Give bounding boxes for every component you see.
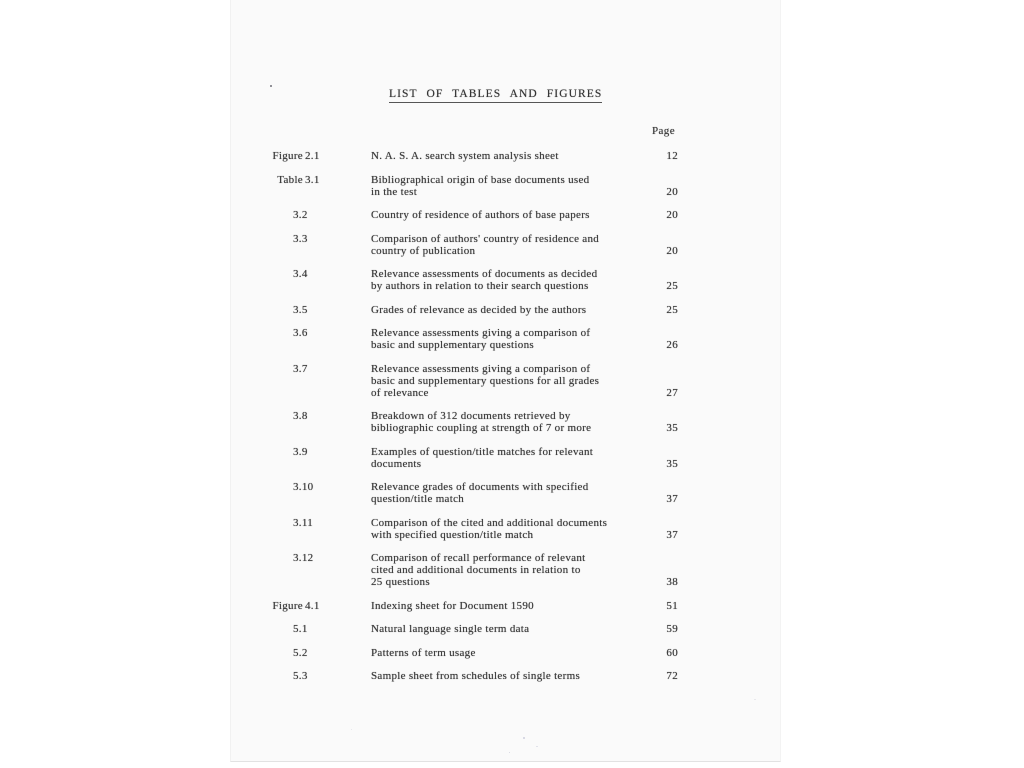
toc-entry-row [231,446,780,470]
entry-page-number: 37 [666,528,678,541]
entry-label [231,446,371,470]
entry-number: 3.2 [293,209,308,221]
entry-label [231,552,371,588]
entry-page-number: 20 [666,244,678,257]
toc-entry-row [231,363,780,399]
entry-description: Comparison of authors' country of residence and country of publication [371,232,600,257]
entry-label [231,517,371,541]
entry-description: Comparison of recall performance of relevant cited and additional documents in relation to 25 questions [371,552,586,588]
entry-page-number: 12 [666,150,678,162]
page-column-header: Page [652,125,675,137]
entry-label [231,363,371,399]
entry-label [231,600,371,612]
entry-page-number: 60 [666,646,678,659]
scan-speck [351,729,352,730]
table-of-contents [231,150,780,694]
entry-page-number: 20 [666,185,678,198]
entry-number: 3.12 [293,552,314,564]
entry-page-number: 37 [666,493,678,505]
entry-page-number: 27 [666,386,678,399]
entry-description: Breakdown of 312 documents retrieved by bibliographic coupling at strength of 7 or more [371,410,592,434]
entry-number: 3.4 [293,268,308,280]
toc-entry-row [231,481,780,505]
entry-number: 3.11 [293,516,314,529]
entry-description: Examples of question/title matches for relevant documents [371,445,594,470]
toc-entry-row [231,647,780,659]
entry-page-number: 38 [666,576,678,588]
scan-speck [509,752,510,753]
toc-entry-row [231,600,780,612]
entry-page-number: 26 [666,339,678,351]
toc-entry-row [231,304,780,316]
entry-number: 3.5 [293,303,308,316]
entry-number: 2.1 [305,150,320,162]
entry-description: N. A. S. A. search system analysis sheet [371,150,559,162]
toc-entry-row [231,209,780,221]
entry-number: 5.3 [293,670,308,682]
entry-number: 3.6 [293,327,308,339]
entry-description: Relevance assessments giving a comparison of basic and supplementary questions [371,327,591,351]
scan-speck [754,699,756,700]
toc-entry-row [231,268,780,292]
entry-label [231,268,371,292]
entry-description: Comparison of the cited and additional documents with specified question/title match [371,516,608,541]
entry-number: 5.1 [293,623,308,635]
entry-description: Patterns of term usage [371,646,476,659]
entry-description: Indexing sheet for Document 1590 [371,599,534,612]
entry-label [231,623,371,635]
toc-entry-row [231,327,780,351]
entry-number: 3.7 [293,362,308,375]
entry-label [231,670,371,682]
entry-description: Natural language single term data [371,623,530,635]
entry-page-number: 25 [666,303,678,316]
entry-page-number: 35 [666,422,678,434]
entry-number: 5.2 [293,646,308,659]
page-title: LIST OF TABLES AND FIGURES [389,88,602,103]
scan-speck [270,85,272,87]
toc-entry-row [231,233,780,257]
entry-label [231,327,371,351]
entry-label [231,481,371,505]
entry-description: Grades of relevance as decided by the authors [371,303,587,316]
entry-number: 3.1 [305,173,320,186]
entry-label [231,150,371,162]
toc-entry-row [231,552,780,588]
entry-label [231,647,371,659]
entry-description: Sample sheet from schedules of single terms [371,670,581,682]
entry-page-number: 51 [666,599,678,612]
entry-description: Relevance assessments of documents as decided by authors in relation to their search questions [371,268,598,292]
toc-entry-row [231,623,780,635]
entry-page-number: 25 [666,280,678,292]
entry-label [231,174,371,198]
toc-entry-row [231,410,780,434]
entry-description: Bibliographical origin of base documents used in the test [371,173,590,198]
entry-type: Figure [272,599,303,612]
entry-label [231,304,371,316]
entry-label [231,410,371,434]
document-sheet [230,0,781,762]
toc-entry-row [231,174,780,198]
entry-label [231,209,371,221]
entry-type: Figure [272,150,303,162]
entry-page-number: 20 [666,209,678,221]
entry-description: Relevance assessments giving a comparison of basic and supplementary questions for all grades of relevance [371,362,600,399]
toc-entry-row [231,670,780,682]
scan-speck [523,737,525,739]
entry-number: 3.9 [293,445,308,458]
entry-description: Country of residence of authors of base papers [371,209,590,221]
entry-number: 3.8 [293,410,308,422]
entry-type: Table [277,173,303,186]
entry-number: 3.3 [293,232,308,245]
entry-description: Relevance grades of documents with specified question/title match [371,481,589,505]
scan-speck [536,746,538,747]
toc-entry-row [231,150,780,162]
entry-number: 4.1 [305,599,320,612]
entry-page-number: 35 [666,457,678,470]
entry-label [231,233,371,257]
entry-number: 3.10 [293,481,314,493]
toc-entry-row [231,517,780,541]
entry-page-number: 59 [666,623,678,635]
entry-page-number: 72 [666,670,678,682]
